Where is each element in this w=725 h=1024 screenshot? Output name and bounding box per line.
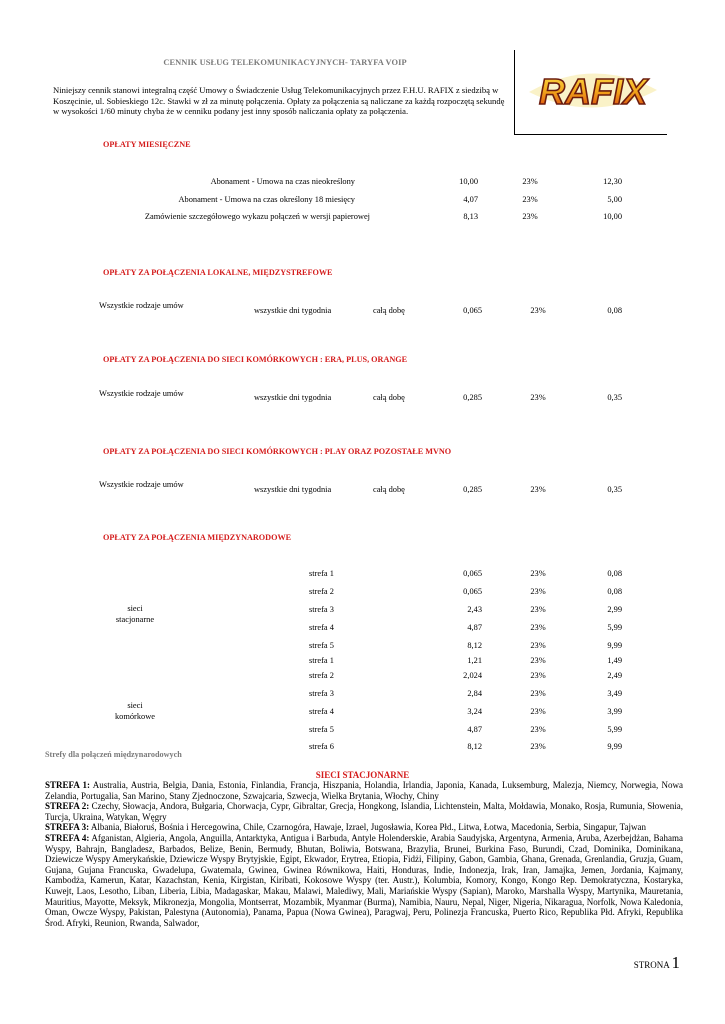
local-gross: 0,08 [607,306,622,315]
mobile-networks-label-line1: sieci [127,701,143,710]
intl-mobile-vat-3: 23% [530,689,546,698]
intl-mobile-gross-4: 3,99 [607,707,622,716]
mobile1-gross: 0,35 [607,393,622,402]
intl-mobile-zone-4: strefa 4 [309,707,334,716]
intl-fixed-gross-1: 0,08 [607,569,622,578]
intl-mobile-net-5: 4,87 [467,725,482,734]
monthly-row-3-name: Zamówienie szczegółowego wykazu połączeń w wersji papierowej [144,212,370,221]
intl-fixed-vat-5: 23% [530,641,546,650]
zone-4-countries: Afganistan, Algieria, Angola, Anguilla, Antarktyka, Antigua i Barbuda, Antyle Holenderskie, Arabia Saudyjska, Argentyna, Armenia, Aruba, Azerbejdżan, Bahama Wyspy, Bahrajn, Bangladesz, Barbados, Belize, Benin, Bermudy, Bhutan, Boliwia, Botswana, Brazylia, Brunei, Burkina Faso, Burundi, Czad, Dominika, Dominikana, Dziewicze Wyspy Amerykańskie, Dziewicze Wyspy Brytyjskie, Egipt, Ekwador, Erytrea, Etiopia, Fidżi, Filipiny, Gabon, Gambia, Ghana, Grenada, Grenlandia, Gruzja, Guam, Gujana, Gujana Francuska, Gwadelupa, Gwatemala, Gwinea, Gwinea Równikowa, Haiti, Honduras, Indie, Indonezja, Irak, Iran, Jamajka, Jemen, Jordania, Kajmany, Kambodża, Kamerun, Katar, Kazachstan, Kenia, Kirgistan, Kiribati, Kokosowe Wyspy (ter. Austr.), Kolumbia, Komory, Kongo, Kongo Rep. Demokratyczna, Kostaryka, Kuwejt, Laos, Lesotho, Liban, Liberia, Libia, Madagaskar, Makau, Malawi, Malediwy, Mali, Mariańskie Wyspy (Sapian), Maroko, Marshalla Wyspy, Martynika, Mauretania, Mauritius, Mayotte, Meksyk, Mikronezja, Mongolia, Montserrat, Mozambik, Myanmar (Burma), Namibia, Nauru, Nepal, Niger, Nigeria, Nikaragua, Norfolk, Nowa Kaledonia, Oman, Owcze Wyspy, Pakistan, Palestyna (Autonomia), Panama, Papua (Nowa Gwinea), Paragwaj, Peru, Polinezja Francuska, Puerto Rico, Republika Płd. Afryki, Republika Środ. Afryki, Reunion, Rwanda, Salwador, [45,832,684,928]
intl-fixed-vat-3: 23% [530,605,546,614]
intl-fixed-zone-3: strefa 3 [309,605,334,614]
mobile2-days: wszystkie dni tygodnia [254,485,332,494]
monthly-row-1-gross: 12,30 [603,177,622,186]
monthly-row-1-vat: 23% [522,177,538,186]
intl-mobile-gross-5: 5,99 [607,725,622,734]
monthly-row-2-net: 4,07 [463,195,478,204]
intl-mobile-zone-2: strefa 2 [309,671,334,680]
logo-frame [514,50,667,135]
intl-fixed-vat-4: 23% [530,623,546,632]
monthly-row-1-net: 10,00 [459,177,478,186]
intl-mobile-gross-6: 9,99 [607,742,622,751]
document-title: CENNIK USŁUG TELEKOMUNIKACYJNYCH- TARYFA VOIP [163,58,407,67]
mobile-networks-label-line2: komórkowe [114,712,155,721]
section-heading-mobile-play-mvno: OPŁATY ZA POŁĄCZENIA DO SIECI KOMÓRKOWYCH : PLAY ORAZ POZOSTAŁE MVNO [103,447,452,456]
mobile1-contract: Wszystkie rodzaje umów [99,389,184,398]
zone-2-label: STREFA 2: [45,801,90,812]
monthly-row-3-net: 8,13 [463,212,478,221]
zone-1-label: STREFA 1: [45,780,91,790]
zone-1-countries: Australia, Austria, Belgia, Dania, Estonia, Finlandia, Francja, Hiszpania, Holandia, Irlandia, Japonia, Kanada, Luksemburg, Malezja, Niemcy, Norwegia, Nowa Zelandia, Portugalia, San Marino, Stany Zjednoczone, Szwajcaria, Szwecja, Wielka Brytania, Włochy, Chiny [45,780,683,801]
local-days: wszystkie dni tygodnia [254,306,332,315]
intl-fixed-vat-1: 23% [530,569,546,578]
zones-subheading: SIECI STACJONARNE [315,770,410,780]
intl-mobile-zone-3: strefa 3 [309,689,334,698]
intl-mobile-net-4: 3,24 [467,707,482,716]
monthly-row-2-name: Abonament - Umowa na czas określony 18 miesięcy [178,195,355,204]
intl-mobile-vat-5: 23% [530,725,546,734]
local-time: całą dobę [373,306,405,315]
zone-4-label: STREFA 4: [45,832,90,843]
local-vat: 23% [530,306,546,315]
mobile1-time: całą dobę [373,393,405,402]
section-heading-mobile-era-plus-orange: OPŁATY ZA POŁĄCZENIA DO SIECI KOMÓRKOWYCH : ERA, PLUS, ORANGE [103,355,408,364]
intl-fixed-gross-5: 9,99 [607,641,622,650]
zone-2-countries: Czechy, Słowacja, Andora, Bułgaria, Chorwacja, Cypr, Gibraltar, Grecja, Hongkong, Islandia, Lichtenstein, Malta, Mołdawia, Monako, Rosja, Rumunia, Słowenia, Turcja, Ukraina, Watykan, Węgry [45,801,684,822]
intl-mobile-gross-2: 2,49 [607,671,622,680]
zone-3-label: STREFA 3: [45,822,90,833]
intl-mobile-net-3: 2,84 [467,689,482,698]
intl-mobile-net-6: 8,12 [467,742,482,751]
monthly-row-3-gross: 10,00 [603,212,622,221]
mobile1-vat: 23% [530,393,546,402]
intl-fixed-zone-5: strefa 5 [309,641,334,650]
intl-fixed-vat-2: 23% [530,587,546,596]
intro-paragraph: Niniejszy cennik stanowi integralną część Umowy o Świadczenie Usług Telekomunikacyjnych przez F.H.U. RAFIX z siedzibą w Koszęcinie, ul. Sobieskiego 12c. Stawki w zł za minutę połączenia. Opłaty za połączenia są naliczane za każdą rozpoczętą sekundę w wysokości 1/60 minuty chyba że w cenniku podany jest inny sposób naliczania opłaty za połączenia. [53,85,505,117]
intl-mobile-net-2: 2,024 [463,671,482,680]
intl-fixed-zone-1: strefa 1 [309,569,334,578]
intl-mobile-vat-1: 23% [530,656,546,665]
page-number-value: 1 [671,953,680,972]
intl-fixed-net-3: 2,43 [467,605,482,614]
intl-fixed-zone-4: strefa 4 [309,623,334,632]
zone-4-paragraph [45,833,683,928]
intl-mobile-zone-5: strefa 5 [309,725,334,734]
local-net: 0,065 [463,306,482,315]
zone-1-paragraph [45,780,683,801]
section-heading-international: OPŁATY ZA POŁĄCZENIA MIĘDZYNARODOWE [103,533,292,542]
intl-fixed-zone-2: strefa 2 [309,587,334,596]
mobile2-time: całą dobę [373,485,405,494]
svg-text:RAFIX: RAFIX [539,71,647,112]
local-contract: Wszystkie rodzaje umów [99,301,184,310]
intl-fixed-gross-4: 5,99 [607,623,622,632]
intl-fixed-gross-3: 2,99 [607,605,622,614]
intl-mobile-gross-3: 3,49 [607,689,622,698]
rafix-logo [523,62,663,122]
intl-fixed-net-1: 0,065 [463,569,482,578]
intl-mobile-zone-6: strefa 6 [309,742,334,751]
monthly-row-1-name: Abonament - Umowa na czas nieokreślony [210,177,355,186]
intl-mobile-vat-2: 23% [530,671,546,680]
intl-fixed-net-5: 8,12 [467,641,482,650]
monthly-row-2-vat: 23% [522,195,538,204]
zone-3-paragraph [45,822,683,833]
intl-mobile-vat-4: 23% [530,707,546,716]
section-heading-monthly: OPŁATY MIESIĘCZNE [103,140,191,149]
intl-fixed-net-2: 0,065 [463,587,482,596]
zones-list [45,780,683,928]
section-heading-local: OPŁATY ZA POŁĄCZENIA LOKALNE, MIĘDZYSTREFOWE [103,268,333,277]
intl-mobile-vat-6: 23% [530,742,546,751]
mobile1-days: wszystkie dni tygodnia [254,393,332,402]
mobile1-net: 0,285 [463,393,482,402]
monthly-row-2-gross: 5,00 [607,195,622,204]
fixed-networks-label-line2: stacjonarne [115,615,155,624]
page-label: STRONA [633,960,670,970]
intl-mobile-gross-1: 1,49 [607,656,622,665]
intl-fixed-gross-2: 0,08 [607,587,622,596]
monthly-row-3-vat: 23% [522,212,538,221]
intl-fixed-net-4: 4,87 [467,623,482,632]
mobile2-vat: 23% [530,485,546,494]
fixed-networks-label-line1: sieci [127,604,143,613]
mobile2-gross: 0,35 [607,485,622,494]
zone-3-countries: Albania, Białoruś, Bośnia i Hercegowina, Chile, Czarnogóra, Hawaje, Izrael, Jugosławia, Korea Płd., Litwa, Łotwa, Macedonia, Serbia, Singapur, Tajwan [89,822,647,833]
intl-mobile-net-1: 1,21 [467,656,482,665]
mobile2-contract: Wszystkie rodzaje umów [99,480,184,489]
intl-mobile-zone-1: strefa 1 [309,656,334,665]
page-number [634,953,680,973]
zone-2-paragraph [45,801,683,822]
zones-heading: Strefy dla połączeń międzynarodowych [45,750,182,759]
mobile2-net: 0,285 [463,485,482,494]
